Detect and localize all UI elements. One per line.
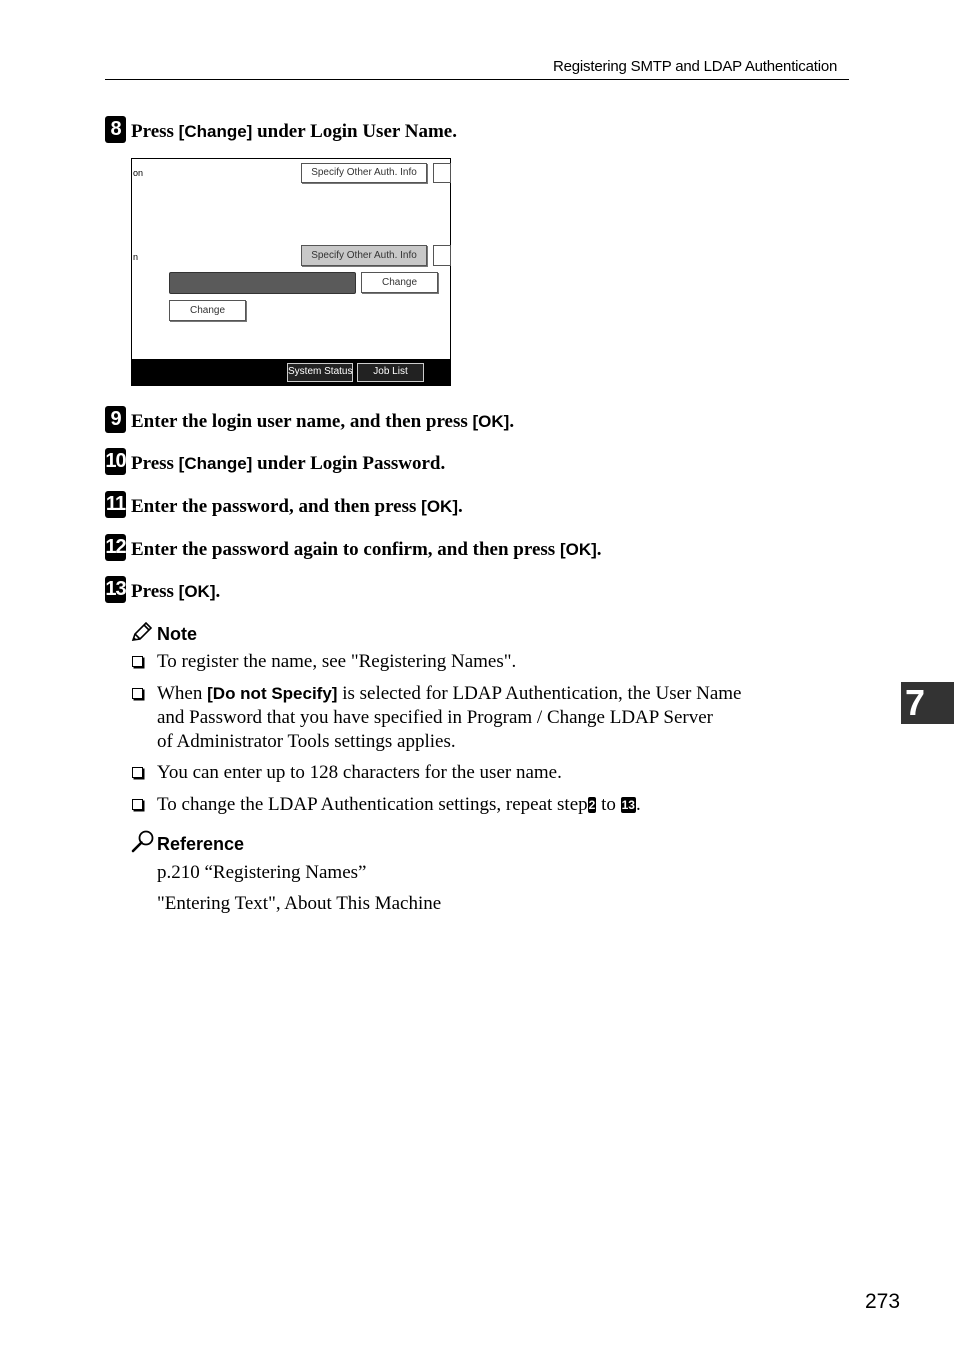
step-text-post: . [596,539,602,560]
key-label: [OK] [472,412,510,431]
edge-button[interactable] [433,245,451,266]
page-number: 273 [865,1290,901,1313]
specify-other-auth-button[interactable]: Specify Other Auth. Info [301,163,427,183]
checkbox-icon [132,656,143,667]
step-ref-2: 2 [588,798,596,812]
change-button-right[interactable]: Change [361,272,438,293]
note-line: of Administrator Tools settings applies. [157,731,456,752]
step-text-post: . [509,411,515,432]
note-item [157,682,857,754]
job-list-button[interactable]: Job List [357,363,424,382]
step-instruction [131,496,463,518]
operation-panel-screenshot [131,158,451,386]
step-instruction [131,581,220,603]
step-number: 11 [105,491,126,518]
panel-label-top: on [133,168,144,178]
checkbox-icon [132,767,143,778]
step-text-pre: Press [131,453,179,474]
note-item: To register the name, see "Registering Names". [157,651,517,672]
checkbox-icon [132,688,143,699]
step-text-pre: Enter the password again to confirm, and then press [131,539,560,560]
step-text-post: . [457,496,463,517]
step-number: 13 [105,576,126,603]
step-instruction [131,453,445,475]
reference-heading: Reference [157,834,245,854]
note-line [157,682,857,706]
note-text-rest: is selected for LDAP Authentication, the User Name [337,683,742,704]
step-number: 12 [105,534,126,561]
note-text-post: . [635,794,641,815]
system-status-button[interactable]: System Status [287,363,353,382]
edge-button[interactable] [433,163,451,183]
step-text-pre: Enter the login user name, and then press [131,411,473,432]
note-text-pre: When [157,683,208,704]
specify-other-auth-button-selected[interactable]: Specify Other Auth. Info [301,245,427,266]
panel-status-bar [132,359,450,385]
key-label: [Change] [178,454,253,473]
step-text-pre: Press [131,581,179,602]
step-text-post: . [215,581,221,602]
step-number: 9 [105,406,126,433]
key-label: [Do not Specify] [207,684,338,703]
running-head: Registering SMTP and LDAP Authentication [553,58,838,75]
step-text-pre: Enter the password, and then press [131,496,422,517]
key-label: [Change] [178,122,253,141]
reference-link[interactable]: p.210 “Registering Names” [157,862,367,883]
login-user-name-field [169,272,356,294]
step-instruction [131,411,514,433]
panel-label-bottom: n [133,252,139,262]
note-line: and Password that you have specified in Program / Change LDAP Server [157,707,713,728]
key-label: [OK] [178,582,216,601]
key-label: [OK] [559,540,597,559]
step-text-post: under Login User Name. [252,121,457,142]
step-number: 10 [105,448,126,475]
note-text-pre: To change the LDAP Authentication settings, repeat step [157,794,588,815]
note-text-mid: to [596,794,621,815]
magnifier-icon [130,829,156,853]
note-item: You can enter up to 128 characters for the user name. [157,762,562,783]
checkbox-icon [132,799,143,810]
note-heading: Note [157,624,197,644]
pencil-icon [131,622,153,642]
step-text-post: under Login Password. [252,453,446,474]
reference-link[interactable]: "Entering Text", About This Machine [157,893,442,914]
chapter-tab: 7 [901,682,954,724]
header-rule [105,79,849,80]
step-number: 8 [105,116,126,143]
step-instruction [131,121,457,143]
key-label: [OK] [421,497,458,516]
note-item [157,793,857,817]
step-text-pre: Press [131,121,179,142]
change-button-login-user-name[interactable]: Change [169,300,246,321]
step-ref-13: 13 [621,798,635,812]
step-instruction [131,539,602,561]
